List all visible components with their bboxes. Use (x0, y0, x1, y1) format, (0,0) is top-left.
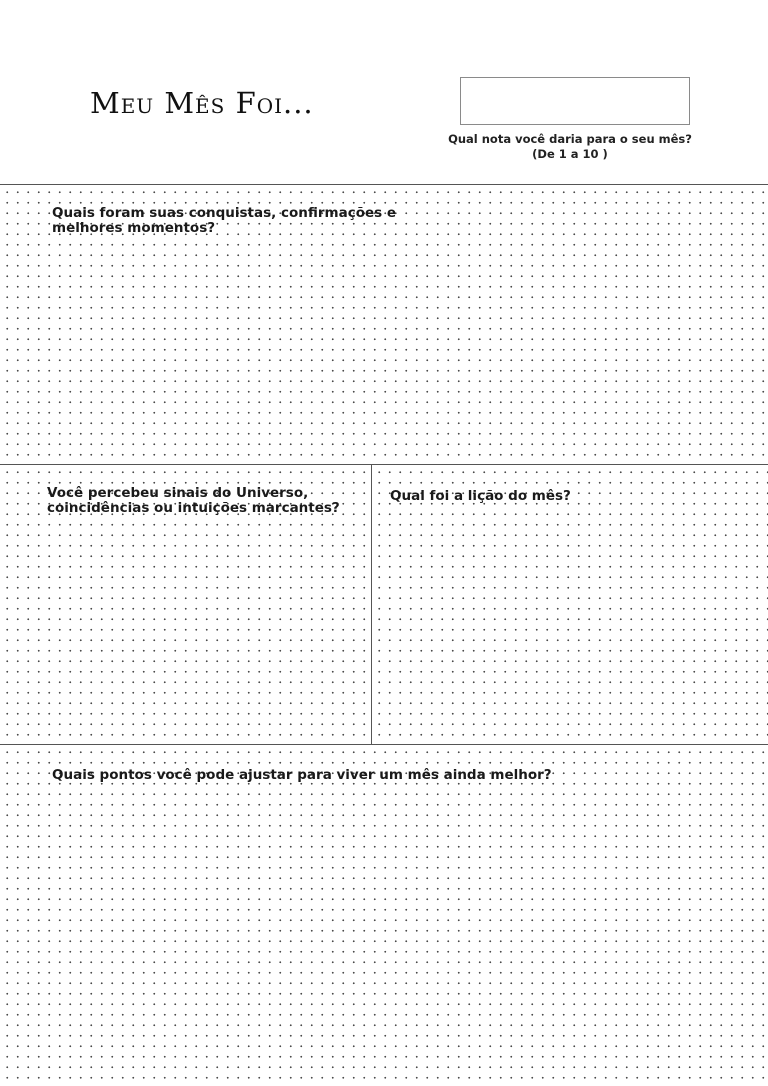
signs-prompt-line2: coincidências ou intuições marcantes? (47, 500, 340, 516)
page-header (0, 0, 768, 184)
lesson-writing-area[interactable] (372, 464, 768, 744)
divider-bottom (0, 744, 768, 745)
signs-prompt-line1: Você percebeu sinais do Universo, (47, 485, 309, 501)
improvements-writing-area[interactable] (0, 744, 768, 1086)
lesson-prompt-line1: Qual foi a lição do mês? (390, 488, 571, 504)
divider-top (0, 184, 768, 185)
improvements-prompt-line1: Quais pontos você pode ajustar para viver um mês ainda melhor? (52, 767, 552, 783)
divider-vertical (371, 464, 372, 744)
rating-question-line2: (De 1 a 10 ) (532, 147, 608, 161)
achievements-prompt-line1: Quais foram suas conquistas, confirmações e (52, 205, 397, 221)
lesson-prompt (390, 489, 571, 504)
achievements-prompt (52, 206, 396, 236)
rating-question (420, 132, 720, 162)
achievements-prompt-line2: melhores momentos? (52, 220, 216, 236)
signs-prompt (47, 486, 340, 516)
page-title: Meu Mês Foi... (90, 86, 314, 120)
divider-middle (0, 464, 768, 465)
improvements-prompt (52, 768, 552, 783)
rating-input-box[interactable] (460, 77, 690, 125)
rating-question-line1: Qual nota você daria para o seu mês? (448, 132, 692, 146)
